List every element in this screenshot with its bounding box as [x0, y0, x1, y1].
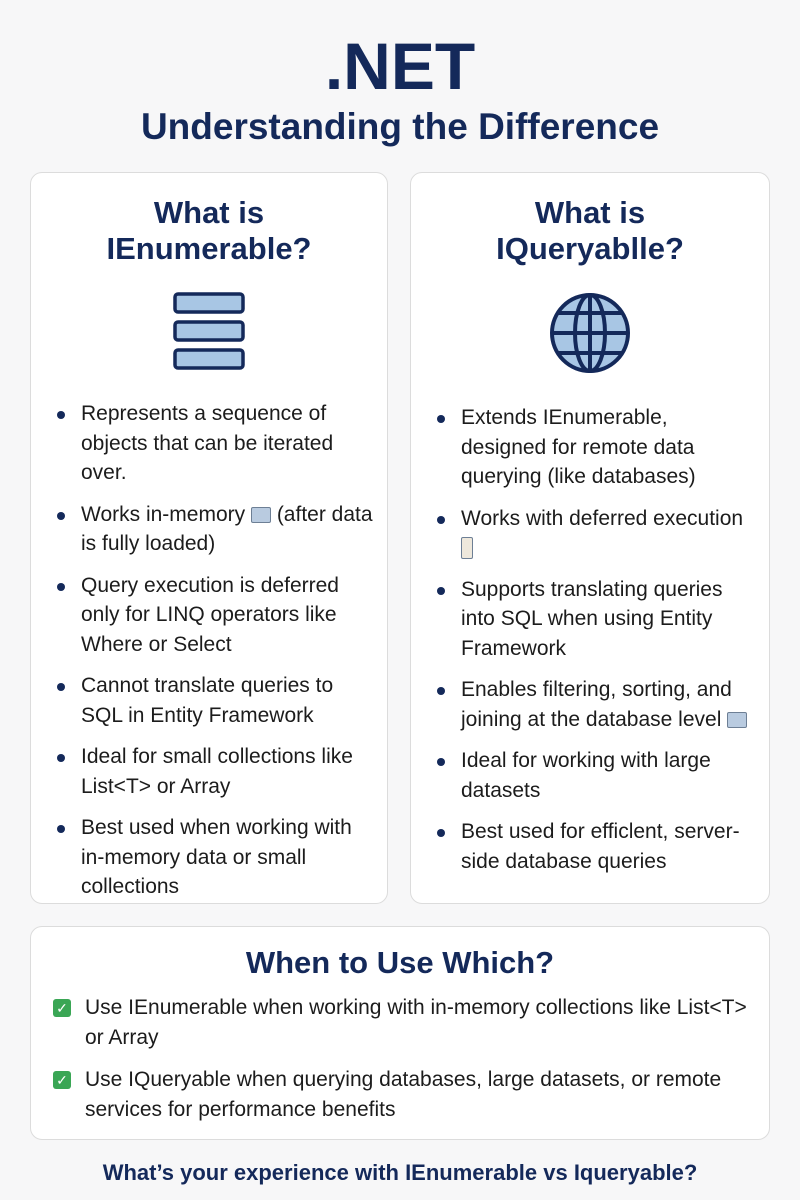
title-line: What is [153, 195, 265, 230]
ienumerable-card [30, 172, 388, 904]
list-item [433, 675, 755, 734]
list-item: Represents a sequence of objects that can be iterated over. [53, 399, 373, 488]
list-item: Extends IEnumerable, designed for remote data querying (like databases) [433, 403, 755, 492]
card-title [31, 195, 387, 267]
list-item: Supports translating queries into SQL when using Entity Framework [433, 575, 755, 664]
section-title: When to Use Which? [245, 945, 555, 980]
footer-question: What’s your experience with IEnumerable vs Iqueryable? [102, 1160, 698, 1185]
list-item: Ideal for working with large datasets [433, 746, 755, 805]
hourglass-icon [461, 537, 473, 559]
iqueryable-card [410, 172, 770, 904]
check-item [31, 1065, 769, 1125]
list-item [433, 504, 755, 563]
list-item [53, 500, 373, 559]
item-text: Works in-memory [81, 502, 246, 526]
item-text: Enables filtering, sorting, and joining at the database level [461, 678, 732, 731]
when-to-use-card [30, 926, 770, 1140]
list-item: Best used when working with in-memory data or small collections [53, 813, 373, 902]
database-icon [727, 712, 747, 728]
list-item: Best used for efficlent, server-side database queries [433, 817, 755, 876]
globe-icon [411, 291, 769, 375]
title-line: IQueryablle? [496, 231, 684, 266]
page-title: .NET [324, 29, 476, 103]
iqueryable-list [411, 403, 769, 876]
item-text: (after data is fully loaded) [81, 502, 373, 555]
stack-icon [31, 291, 387, 371]
card-title [411, 195, 769, 267]
item-text: Works with deferred execution [461, 506, 744, 530]
checkmark-icon: ✓ [53, 1071, 71, 1089]
item-text: Use IQueryable when querying databases, large datasets, or remote services for performance benefits [85, 1068, 722, 1121]
check-item [31, 993, 769, 1053]
checkmark-icon: ✓ [53, 999, 71, 1017]
list-item: Cannot translate queries to SQL in Entity Framework [53, 671, 373, 730]
page-subtitle: Understanding the Difference [140, 106, 660, 147]
list-item: Query execution is deferred only for LINQ operators like Where or Select [53, 571, 373, 660]
laptop-icon [251, 507, 271, 523]
ienumerable-list [31, 399, 387, 902]
title-line: What is [534, 195, 646, 230]
item-text: Use IEnumerable when working with in-memory collections like List<T> or Array [85, 996, 747, 1049]
list-item: Ideal for small collections like List<T> or Array [53, 742, 373, 801]
title-line: IEnumerable? [106, 231, 312, 266]
